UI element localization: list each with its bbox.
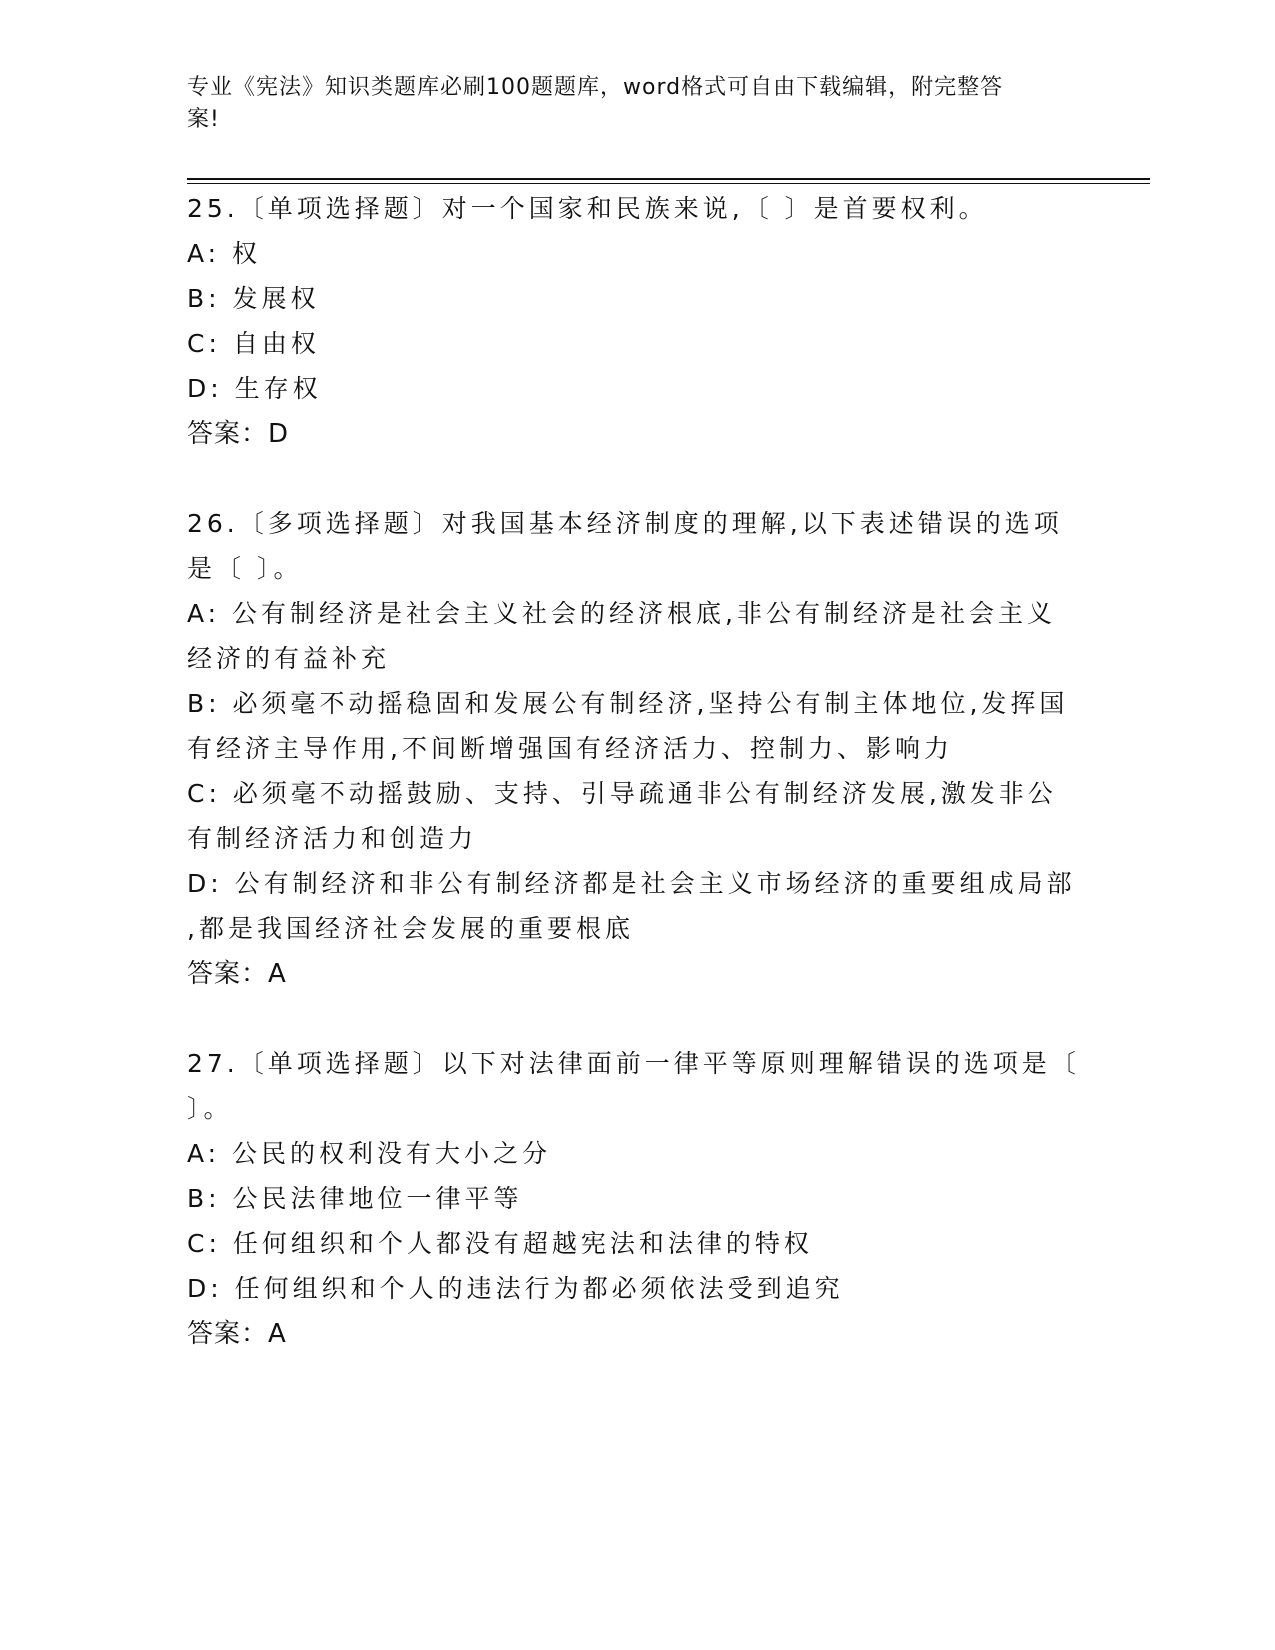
header-divider-thin — [187, 183, 1150, 184]
question-27-answer: 答案：A — [187, 1319, 287, 1349]
question-26-option-b: B: 必须毫不动摇稳固和发展公有制经济,坚持公有制主体地位,发挥国 — [187, 689, 1069, 718]
question-25-stem: 25.〔单项选择题〕对一个国家和民族来说,〔 〕是首要权利。 — [187, 194, 988, 223]
document-header — [187, 72, 1067, 136]
question-26-answer: 答案：A — [187, 959, 287, 989]
question-27-option-d: D: 任何组织和个人的违法行为都必须依法受到追究 — [187, 1274, 844, 1303]
question-26-option-d-cont: ,都是我国经济社会发展的重要根底 — [187, 914, 634, 943]
question-25-answer: 答案：D — [187, 419, 290, 449]
question-26-option-b-cont: 有经济主导作用,不间断增强国有经济活力、控制力、影响力 — [187, 734, 953, 763]
question-26-stem-cont: 是〔 〕。 — [187, 554, 303, 583]
question-26-option-c: C: 必须毫不动摇鼓励、支持、引导疏通非公有制经济发展,激发非公 — [187, 779, 1057, 808]
question-26-option-a: A: 公有制经济是社会主义社会的经济根底,非公有制经济是社会主义 — [187, 599, 1056, 628]
question-25-option-b: B: 发展权 — [187, 284, 320, 313]
question-26-stem: 26.〔多项选择题〕对我国基本经济制度的理解,以下表述错误的选项 — [187, 509, 1063, 538]
question-25-option-d: D: 生存权 — [187, 374, 322, 403]
question-26-option-c-cont: 有制经济活力和创造力 — [187, 824, 478, 853]
question-25-option-a: A: 权 — [187, 239, 262, 268]
question-27-stem: 27.〔单项选择题〕以下对法律面前一律平等原则理解错误的选项是〔 — [187, 1049, 1080, 1078]
question-26-option-d: D: 公有制经济和非公有制经济都是社会主义市场经济的重要组成局部 — [187, 869, 1076, 898]
question-27-option-c: C: 任何组织和个人都没有超越宪法和法律的特权 — [187, 1229, 813, 1258]
question-27-option-a: A: 公民的权利没有大小之分 — [187, 1139, 552, 1168]
question-26-option-a-cont: 经济的有益补充 — [187, 644, 391, 673]
question-27-stem-cont: 〕。 — [187, 1094, 233, 1123]
header-line-2: 案! — [187, 107, 220, 132]
header-divider-thick — [187, 178, 1150, 180]
header-line-1: 专业《宪法》知识类题库必刷100题题库，word格式可自由下载编辑，附完整答 — [187, 75, 1004, 100]
question-25-option-c: C: 自由权 — [187, 329, 320, 358]
question-27-option-b: B: 公民法律地位一律平等 — [187, 1184, 523, 1213]
